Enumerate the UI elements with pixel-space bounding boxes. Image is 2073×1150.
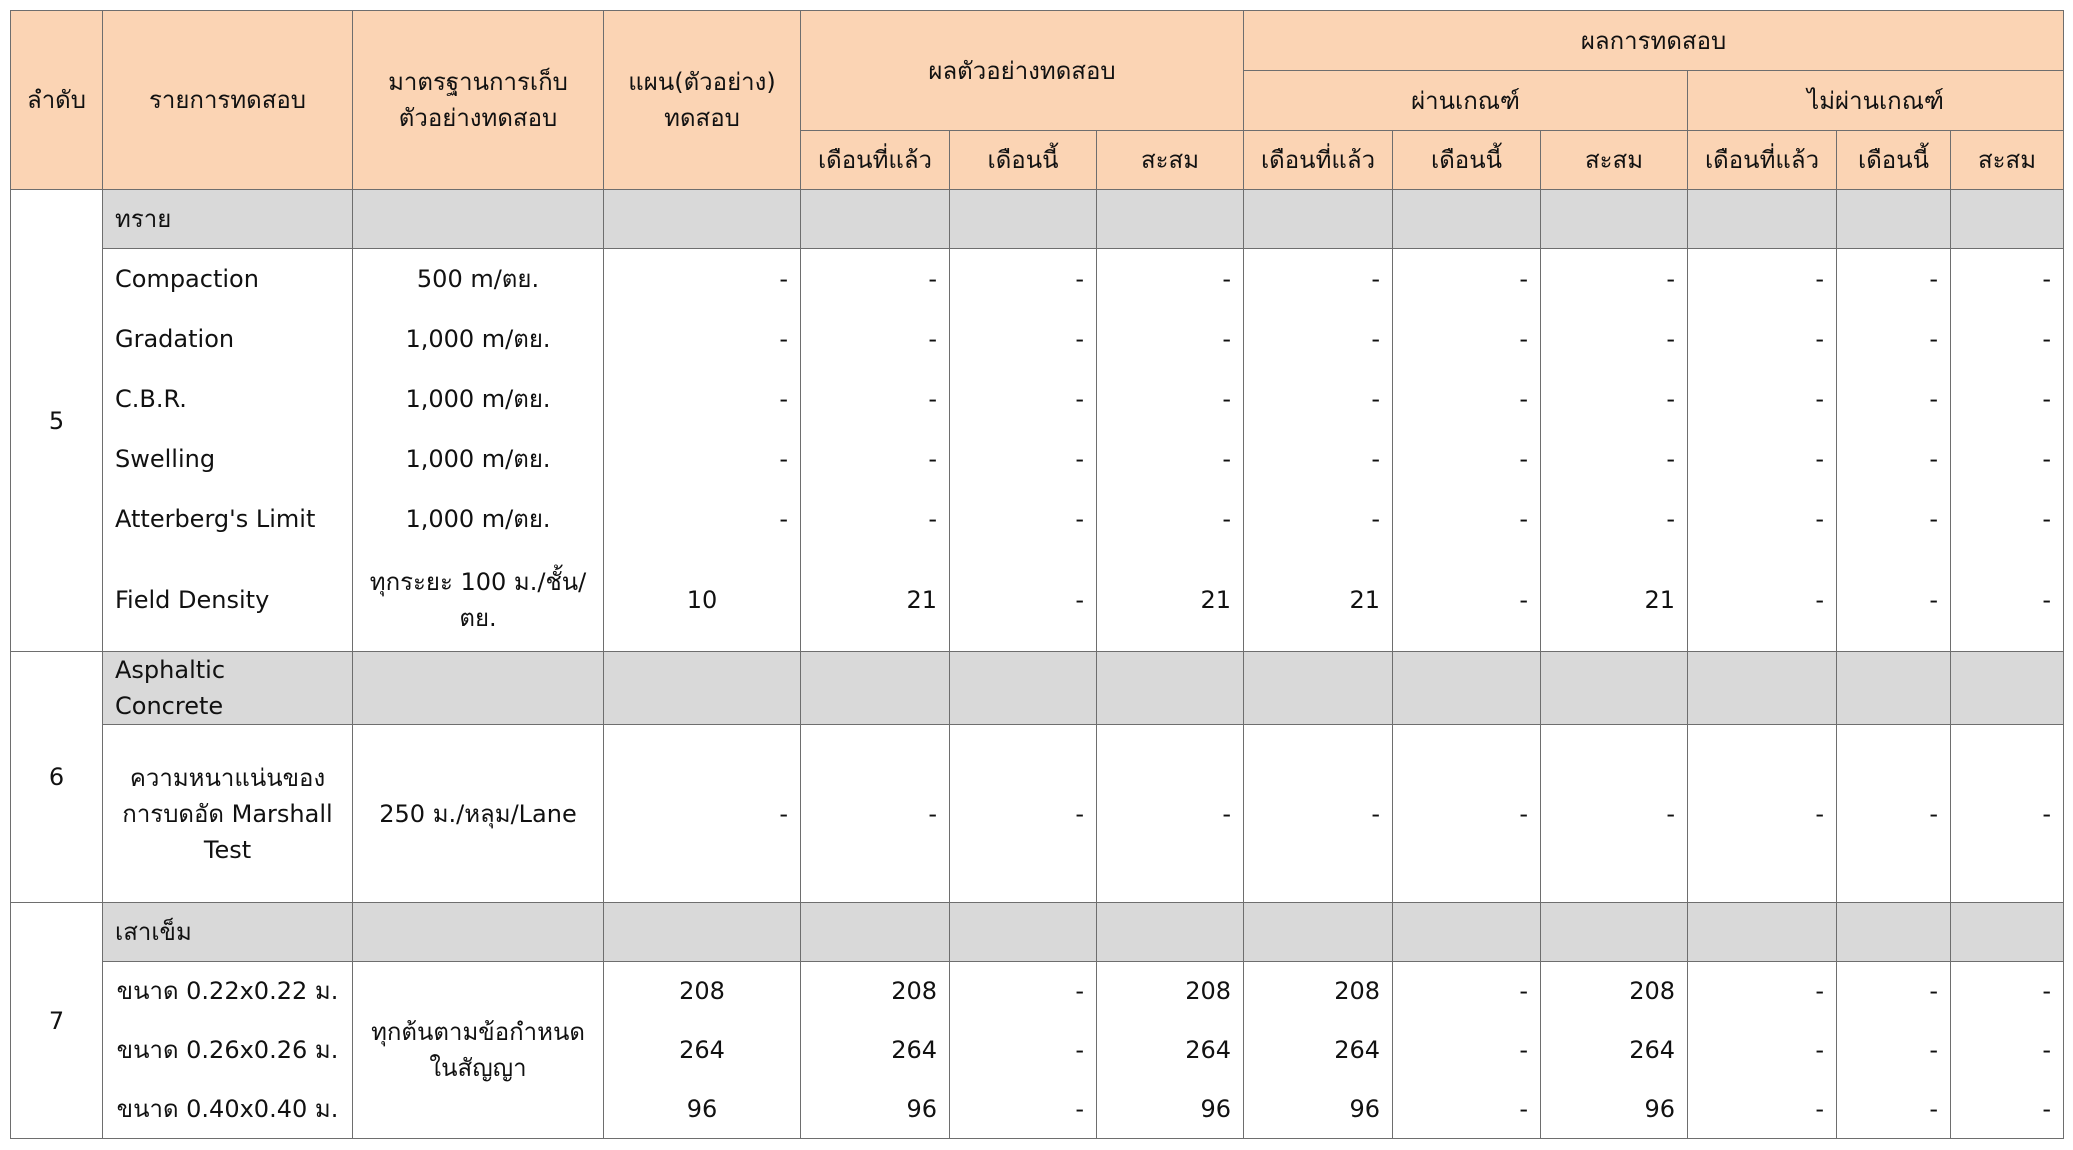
fail-this-month: - <box>1837 489 1951 549</box>
fail-last-month: - <box>1688 1021 1837 1080</box>
test-results-table <box>10 10 2064 1139</box>
header-fail-this-month: เดือนนี้ <box>1837 131 1951 190</box>
section-fill <box>801 903 950 962</box>
sample-last-month: - <box>801 429 950 489</box>
fail-last-month: - <box>1688 1080 1837 1139</box>
section-fill <box>1837 190 1951 249</box>
fail-cumulative: - <box>1951 249 2064 309</box>
table-row <box>11 249 2064 309</box>
section-fill <box>604 190 801 249</box>
test-item: Gradation <box>103 309 353 369</box>
sampling-standard-line1: ทุกระยะ 100 ม./ชั้น/ <box>369 567 587 596</box>
test-item-line1: ความหนาแน่นของ <box>129 763 326 792</box>
test-item: Field Density <box>103 549 353 652</box>
fail-this-month: - <box>1837 1080 1951 1139</box>
fail-this-month: - <box>1837 249 1951 309</box>
table-row <box>11 549 2064 652</box>
sample-last-month: 96 <box>801 1080 950 1139</box>
header-pass-cumulative: สะสม <box>1541 131 1688 190</box>
pass-this-month: - <box>1393 309 1541 369</box>
plan-value: - <box>604 369 801 429</box>
sample-cumulative: - <box>1097 429 1244 489</box>
pass-cumulative: - <box>1541 249 1688 309</box>
fail-this-month: - <box>1837 429 1951 489</box>
section-fill <box>353 652 604 725</box>
section-fill <box>1393 903 1541 962</box>
header-fail-last-month: เดือนที่แล้ว <box>1688 131 1837 190</box>
section-fill <box>1541 652 1688 725</box>
test-item-line2: การบดอัด Marshall <box>122 799 333 828</box>
section-fill <box>604 903 801 962</box>
section-fill <box>1244 190 1393 249</box>
fail-last-month: - <box>1688 369 1837 429</box>
plan-value: 208 <box>604 962 801 1021</box>
section-row-sand <box>11 190 2064 249</box>
plan-value: - <box>604 309 801 369</box>
pass-last-month: - <box>1244 249 1393 309</box>
fail-last-month: - <box>1688 429 1837 489</box>
sampling-standard <box>353 549 604 652</box>
fail-cumulative: - <box>1951 1080 2064 1139</box>
fail-this-month: - <box>1837 369 1951 429</box>
header-sampling-standard-line1: มาตรฐานการเก็บ <box>388 68 568 96</box>
header-sample-last-month: เดือนที่แล้ว <box>801 131 950 190</box>
test-item: ขนาด 0.26x0.26 ม. <box>103 1021 353 1080</box>
sample-cumulative: - <box>1097 489 1244 549</box>
section-fill <box>950 652 1097 725</box>
fail-cumulative: - <box>1951 309 2064 369</box>
sample-this-month: - <box>950 429 1097 489</box>
sample-this-month: - <box>950 1080 1097 1139</box>
header-plan-line1: แผน(ตัวอย่าง) <box>628 68 776 96</box>
sample-cumulative: 264 <box>1097 1021 1244 1080</box>
plan-value: 10 <box>604 549 801 652</box>
section-fill <box>950 903 1097 962</box>
sampling-standard: 1,000 m/ตย. <box>353 429 604 489</box>
header-pass: ผ่านเกณฑ์ <box>1244 71 1688 131</box>
sample-this-month: - <box>950 489 1097 549</box>
sample-last-month: 21 <box>801 549 950 652</box>
fail-last-month: - <box>1688 309 1837 369</box>
section-fill <box>1244 903 1393 962</box>
header-plan-line2: ทดสอบ <box>664 104 740 132</box>
section-fill <box>1951 903 2064 962</box>
table-row <box>11 1080 2064 1139</box>
test-item: C.B.R. <box>103 369 353 429</box>
pass-last-month: - <box>1244 309 1393 369</box>
fail-last-month: - <box>1688 489 1837 549</box>
pass-this-month: - <box>1393 549 1541 652</box>
pass-last-month: - <box>1244 489 1393 549</box>
section-fill <box>1393 190 1541 249</box>
pass-cumulative: 264 <box>1541 1021 1688 1080</box>
fail-cumulative: - <box>1951 549 2064 652</box>
header-test-item: รายการทดสอบ <box>103 11 353 190</box>
sampling-standard: 250 ม./หลุม/Lane <box>353 725 604 903</box>
section-fill <box>1541 903 1688 962</box>
section-fill <box>353 190 604 249</box>
test-item: Swelling <box>103 429 353 489</box>
sample-cumulative: - <box>1097 725 1244 903</box>
sample-this-month: - <box>950 725 1097 903</box>
section-fill <box>1688 190 1837 249</box>
header-plan <box>604 11 801 190</box>
pass-this-month: - <box>1393 429 1541 489</box>
pass-this-month: - <box>1393 249 1541 309</box>
section-fill <box>950 190 1097 249</box>
sample-this-month: - <box>950 549 1097 652</box>
section-fill <box>1244 652 1393 725</box>
pass-cumulative: 208 <box>1541 962 1688 1021</box>
pass-this-month: - <box>1393 962 1541 1021</box>
pass-last-month: 208 <box>1244 962 1393 1021</box>
sampling-standard <box>353 962 604 1139</box>
pass-cumulative: - <box>1541 489 1688 549</box>
table-row <box>11 1021 2064 1080</box>
header-sample-results: ผลตัวอย่างทดสอบ <box>801 11 1244 131</box>
sample-last-month: - <box>801 489 950 549</box>
test-item <box>103 725 353 903</box>
sample-cumulative: - <box>1097 369 1244 429</box>
section-fill <box>1837 652 1951 725</box>
pass-cumulative: - <box>1541 429 1688 489</box>
plan-value: - <box>604 249 801 309</box>
section-row-piles <box>11 903 2064 962</box>
table-row <box>11 962 2064 1021</box>
header-sampling-standard <box>353 11 604 190</box>
section-fill <box>1097 903 1244 962</box>
category-label: เสาเข็ม <box>103 903 353 962</box>
section-fill <box>353 903 604 962</box>
sample-this-month: - <box>950 369 1097 429</box>
section-fill <box>604 652 801 725</box>
sample-last-month: - <box>801 369 950 429</box>
fail-this-month: - <box>1837 549 1951 652</box>
section-fill <box>801 190 950 249</box>
sampling-standard: 1,000 m/ตย. <box>353 309 604 369</box>
fail-cumulative: - <box>1951 369 2064 429</box>
pass-this-month: - <box>1393 369 1541 429</box>
section-row-asphaltic-concrete <box>11 652 2064 725</box>
pass-cumulative: - <box>1541 309 1688 369</box>
sampling-standard-line2: ตย. <box>459 603 497 632</box>
sample-this-month: - <box>950 962 1097 1021</box>
fail-this-month: - <box>1837 1021 1951 1080</box>
section-fill <box>1097 190 1244 249</box>
sample-this-month: - <box>950 1021 1097 1080</box>
fail-cumulative: - <box>1951 429 2064 489</box>
category-label: ทราย <box>103 190 353 249</box>
order-cell: 5 <box>11 190 103 652</box>
plan-value: 96 <box>604 1080 801 1139</box>
table-row <box>11 369 2064 429</box>
sample-cumulative: - <box>1097 309 1244 369</box>
sample-last-month: 264 <box>801 1021 950 1080</box>
order-cell: 6 <box>11 652 103 903</box>
pass-this-month: - <box>1393 725 1541 903</box>
category-label: Asphaltic Concrete <box>103 652 353 725</box>
table-row <box>11 309 2064 369</box>
pass-cumulative: 96 <box>1541 1080 1688 1139</box>
sampling-standard: 500 m/ตย. <box>353 249 604 309</box>
test-item: Atterberg's Limit <box>103 489 353 549</box>
sample-last-month: - <box>801 309 950 369</box>
header-sample-cumulative: สะสม <box>1097 131 1244 190</box>
sampling-standard: 1,000 m/ตย. <box>353 369 604 429</box>
header-sample-this-month: เดือนนี้ <box>950 131 1097 190</box>
fail-cumulative: - <box>1951 725 2064 903</box>
fail-cumulative: - <box>1951 1021 2064 1080</box>
pass-this-month: - <box>1393 489 1541 549</box>
fail-last-month: - <box>1688 725 1837 903</box>
pass-last-month: - <box>1244 369 1393 429</box>
plan-value: - <box>604 725 801 903</box>
header-pass-last-month: เดือนที่แล้ว <box>1244 131 1393 190</box>
pass-cumulative: - <box>1541 725 1688 903</box>
sample-last-month: 208 <box>801 962 950 1021</box>
sampling-standard: 1,000 m/ตย. <box>353 489 604 549</box>
test-item: Compaction <box>103 249 353 309</box>
sample-cumulative: 21 <box>1097 549 1244 652</box>
plan-value: - <box>604 429 801 489</box>
sample-cumulative: 96 <box>1097 1080 1244 1139</box>
fail-cumulative: - <box>1951 489 2064 549</box>
section-fill <box>1951 190 2064 249</box>
pass-last-month: 21 <box>1244 549 1393 652</box>
pass-last-month: - <box>1244 725 1393 903</box>
fail-this-month: - <box>1837 309 1951 369</box>
section-fill <box>1541 190 1688 249</box>
sample-this-month: - <box>950 249 1097 309</box>
sampling-standard-line2: ในสัญญา <box>429 1054 527 1082</box>
fail-last-month: - <box>1688 549 1837 652</box>
sample-last-month: - <box>801 249 950 309</box>
pass-this-month: - <box>1393 1080 1541 1139</box>
pass-last-month: - <box>1244 429 1393 489</box>
table-row <box>11 489 2064 549</box>
fail-this-month: - <box>1837 962 1951 1021</box>
pass-cumulative: - <box>1541 369 1688 429</box>
sample-this-month: - <box>950 309 1097 369</box>
fail-cumulative: - <box>1951 962 2064 1021</box>
header-test-results: ผลการทดสอบ <box>1244 11 2064 71</box>
header-fail-cumulative: สะสม <box>1951 131 2064 190</box>
section-fill <box>801 652 950 725</box>
header-pass-this-month: เดือนนี้ <box>1393 131 1541 190</box>
sample-cumulative: 208 <box>1097 962 1244 1021</box>
section-fill <box>1688 652 1837 725</box>
fail-this-month: - <box>1837 725 1951 903</box>
pass-cumulative: 21 <box>1541 549 1688 652</box>
test-item: ขนาด 0.22x0.22 ม. <box>103 962 353 1021</box>
section-fill <box>1097 652 1244 725</box>
table-row <box>11 725 2064 903</box>
section-fill <box>1837 903 1951 962</box>
section-fill <box>1393 652 1541 725</box>
pass-last-month: 264 <box>1244 1021 1393 1080</box>
sampling-standard-line1: ทุกต้นตามข้อกำหนด <box>371 1018 585 1046</box>
fail-last-month: - <box>1688 249 1837 309</box>
pass-last-month: 96 <box>1244 1080 1393 1139</box>
header-sampling-standard-line2: ตัวอย่างทดสอบ <box>398 104 558 132</box>
sample-last-month: - <box>801 725 950 903</box>
plan-value: - <box>604 489 801 549</box>
section-fill <box>1951 652 2064 725</box>
sample-cumulative: - <box>1097 249 1244 309</box>
fail-last-month: - <box>1688 962 1837 1021</box>
order-cell: 7 <box>11 903 103 1139</box>
test-item: ขนาด 0.40x0.40 ม. <box>103 1080 353 1139</box>
plan-value: 264 <box>604 1021 801 1080</box>
section-fill <box>1688 903 1837 962</box>
header-fail: ไม่ผ่านเกณฑ์ <box>1688 71 2064 131</box>
pass-this-month: - <box>1393 1021 1541 1080</box>
header-order: ลำดับ <box>11 11 103 190</box>
test-item-line3: Test <box>203 835 252 864</box>
table-row <box>11 429 2064 489</box>
